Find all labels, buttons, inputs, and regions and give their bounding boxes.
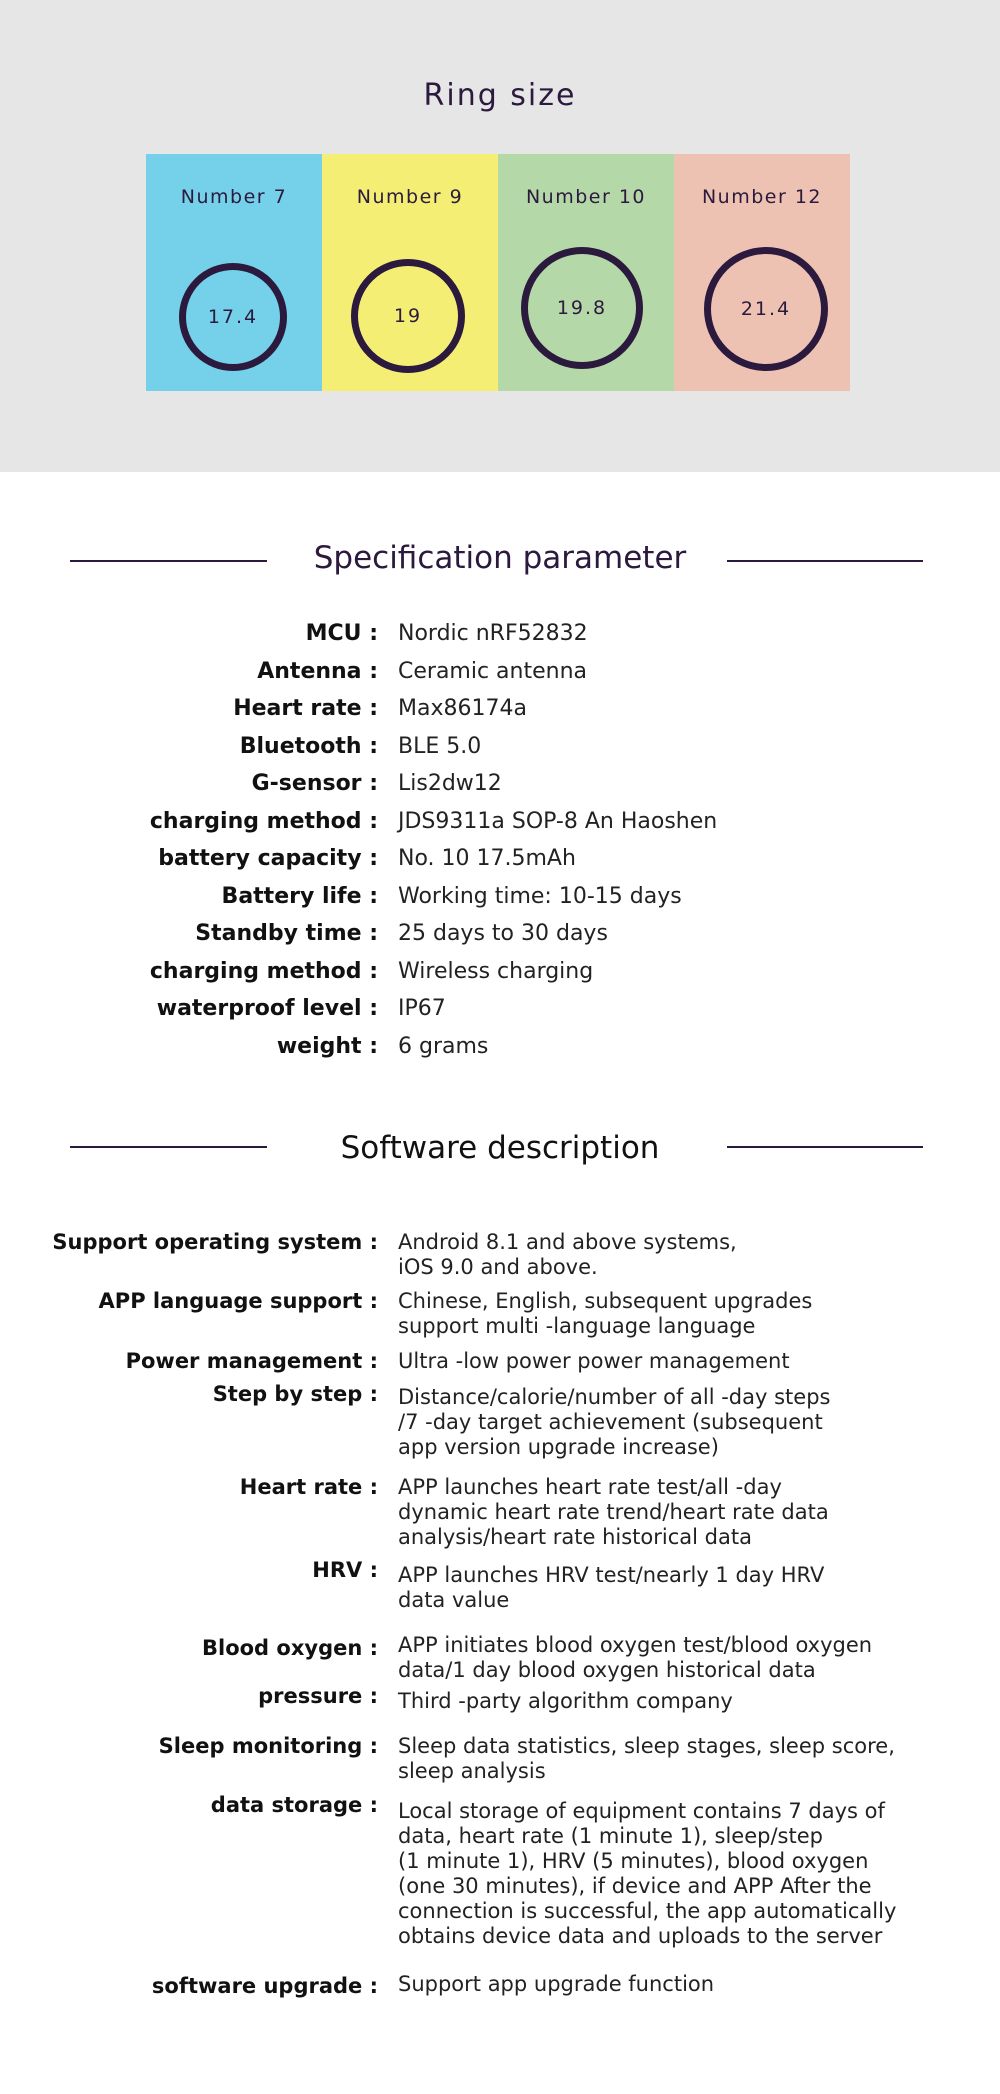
spec-value: Working time: 10-15 days bbox=[398, 884, 682, 909]
spec-value: Wireless charging bbox=[398, 959, 594, 984]
spec-value: Nordic nRF52832 bbox=[398, 621, 588, 646]
spec-value: Ceramic antenna bbox=[398, 659, 588, 684]
spec-row bbox=[0, 959, 1000, 993]
software-label: HRV : bbox=[312, 1558, 378, 1582]
software-value: Local storage of equipment contains 7 days of data, heart rate (1 minute 1), sleep/step (1 minute 1), HRV (5 minutes), blood oxygen (one 30 minutes), if device and APP After the connection is successful, the app automatically obtains device data and uploads to the server bbox=[398, 1799, 897, 1948]
spec-label: charging method : bbox=[149, 959, 378, 984]
spec-label: battery capacity : bbox=[158, 846, 378, 871]
spec-label: weight : bbox=[276, 1034, 378, 1059]
spec-value: 6 grams bbox=[398, 1034, 489, 1059]
ring-circle: 17.4 bbox=[179, 263, 287, 371]
software-label: Power management : bbox=[125, 1349, 378, 1373]
ring-size-cards bbox=[146, 154, 850, 391]
spec-row bbox=[0, 846, 1000, 880]
spec-value: BLE 5.0 bbox=[398, 734, 482, 759]
spec-value: Max86174a bbox=[398, 696, 527, 721]
ring-size-title: Ring size bbox=[423, 78, 577, 113]
spec-label: Heart rate : bbox=[233, 696, 378, 721]
software-heading-rule-right bbox=[727, 1146, 923, 1148]
spec-row bbox=[0, 734, 1000, 768]
spec-row bbox=[0, 696, 1000, 730]
ring-card-number-9 bbox=[322, 154, 498, 391]
spec-value: No. 10 17.5mAh bbox=[398, 846, 576, 871]
software-label: APP language support : bbox=[98, 1289, 378, 1313]
software-label: Step by step : bbox=[212, 1382, 378, 1406]
spec-row bbox=[0, 809, 1000, 843]
spec-label: Standby time : bbox=[195, 921, 378, 946]
spec-label: Battery life : bbox=[221, 884, 378, 909]
software-value: Third -party algorithm company bbox=[398, 1689, 733, 1713]
software-value: Distance/calorie/number of all -day steps /7 -day target achievement (subsequent app version upgrade increase) bbox=[398, 1385, 831, 1459]
software-value: Sleep data statistics, sleep stages, sleep score, sleep analysis bbox=[398, 1734, 895, 1783]
ring-card-label: Number 7 bbox=[180, 186, 288, 208]
spec-label: waterproof level : bbox=[156, 996, 378, 1021]
software-label: Sleep monitoring : bbox=[158, 1734, 378, 1758]
ring-circle: 19 bbox=[351, 259, 465, 373]
spec-label: charging method : bbox=[149, 809, 378, 834]
ring-card-label: Number 12 bbox=[701, 186, 823, 208]
ring-circle: 19.8 bbox=[521, 247, 643, 369]
software-value: APP launches heart rate test/all -day dynamic heart rate trend/heart rate data analysis/heart rate historical data bbox=[398, 1475, 829, 1549]
ring-size-section bbox=[0, 0, 1000, 472]
software-label: Support operating system : bbox=[52, 1230, 378, 1254]
spec-value: 25 days to 30 days bbox=[398, 921, 608, 946]
software-label: data storage : bbox=[210, 1793, 378, 1817]
ring-card-number-12 bbox=[674, 154, 850, 391]
software-value: Ultra -low power power management bbox=[398, 1349, 790, 1373]
software-label: Heart rate : bbox=[239, 1475, 378, 1499]
ring-circle: 21.4 bbox=[704, 247, 828, 371]
spec-label: G-sensor : bbox=[251, 771, 378, 796]
spec-row bbox=[0, 1034, 1000, 1068]
spec-row bbox=[0, 996, 1000, 1030]
software-heading: Software description bbox=[340, 1130, 660, 1166]
ring-card-label: Number 10 bbox=[525, 186, 647, 208]
spec-label: MCU : bbox=[305, 621, 378, 646]
spec-label: Antenna : bbox=[257, 659, 378, 684]
spec-value: IP67 bbox=[398, 996, 446, 1021]
spec-row bbox=[0, 621, 1000, 655]
software-label: pressure : bbox=[258, 1684, 378, 1708]
spec-row bbox=[0, 771, 1000, 805]
software-value: Chinese, English, subsequent upgrades support multi -language language bbox=[398, 1289, 813, 1338]
ring-card-number-10 bbox=[498, 154, 674, 391]
spec-value: JDS9311a SOP-8 An Haoshen bbox=[398, 809, 718, 834]
spec-label: Bluetooth : bbox=[239, 734, 378, 759]
spec-heading-rule-right bbox=[727, 560, 923, 562]
ring-card-number-7 bbox=[146, 154, 322, 391]
spec-heading: Specification parameter bbox=[313, 540, 687, 576]
spec-row bbox=[0, 921, 1000, 955]
software-label: Blood oxygen : bbox=[202, 1636, 378, 1660]
spec-row bbox=[0, 659, 1000, 693]
software-value: APP launches HRV test/nearly 1 day HRV data value bbox=[398, 1563, 825, 1612]
software-value: Support app upgrade function bbox=[398, 1972, 715, 1996]
software-value: Android 8.1 and above systems, iOS 9.0 and above. bbox=[398, 1230, 737, 1279]
spec-row bbox=[0, 884, 1000, 918]
software-label: software upgrade : bbox=[151, 1974, 378, 1998]
spec-value: Lis2dw12 bbox=[398, 771, 502, 796]
software-value: APP initiates blood oxygen test/blood oxygen data/1 day blood oxygen historical data bbox=[398, 1633, 873, 1682]
ring-card-label: Number 9 bbox=[356, 186, 464, 208]
